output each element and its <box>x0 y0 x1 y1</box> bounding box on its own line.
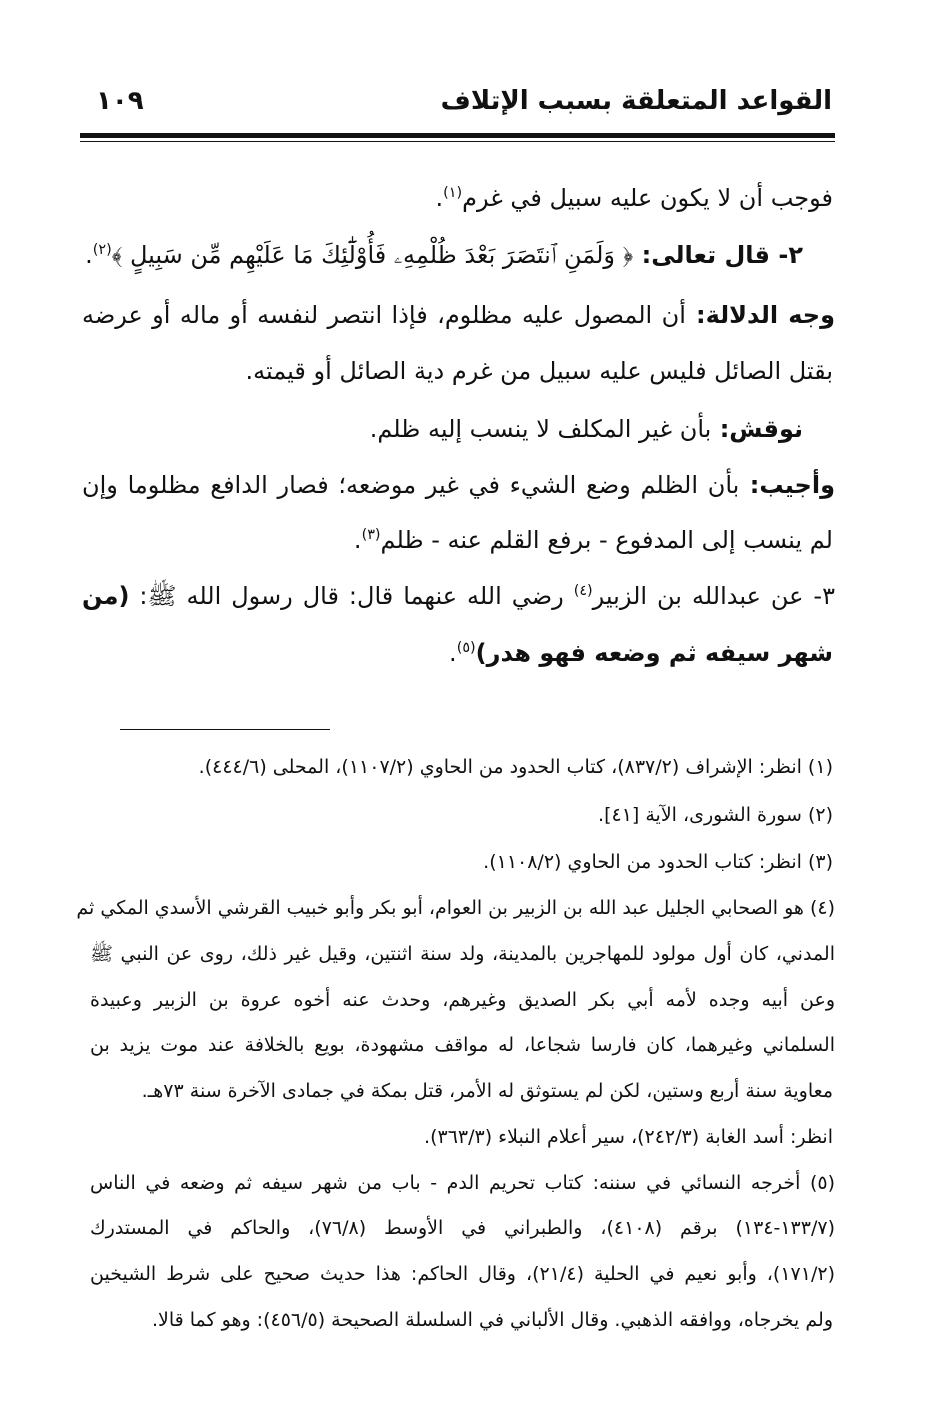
footnote-separator <box>120 729 330 730</box>
body-line-7: لم ينسب إلى المدفوع - برفع القلم عنه - ظلم$^{(٣)}$. <box>353 526 833 554</box>
hadith-text: (من <box>82 582 130 610</box>
footnote-5-line-2: (١٣٣/٧-١٣٤) برقم (٤١٠٨)، والطبراني في الأوسط (٧٦/٨)، والحاكم في المستدرك <box>90 1217 835 1239</box>
body-line-2: ٢- قال تعالى: ﴿ وَلَمَنِ ٱنتَصَرَ بَعْدَ ظُلْمِهِۦ فَأُوْلَٰٓئِكَ مَا عَلَيْهِم مِّن سَبِيلٍ ﴾$^{(٢)}$. <box>85 241 803 269</box>
body-line-4: بقتل الصائل فليس عليه سبيل من غرم دية الصائل أو قيمته. <box>245 357 833 385</box>
body-line-9: شهر سيفه ثم وضعه فهو هدر)$^{(٥)}$. <box>449 639 833 667</box>
footnote-5-line-3: (١٧١/٢)، وأبو نعيم في الحلية (٢١/٤)، وقال الحاكم: هذا حديث صحيح على شرط الشيخين <box>90 1263 835 1285</box>
header-rule-thin <box>80 141 835 142</box>
page-number: ١٠٩ <box>96 86 144 116</box>
quran-verse: ﴿ وَلَمَنِ ٱنتَصَرَ بَعْدَ ظُلْمِهِۦ فَأُوْلَٰٓئِكَ مَا عَلَيْهِم مِّن سَبِيلٍ ﴾ <box>111 241 634 269</box>
footnote-2: (٢) سورة الشورى، الآية [٤١]. <box>598 804 833 826</box>
body-line-5: نوقش: بأن غير المكلف لا ينسب إليه ظلم. <box>369 415 803 443</box>
body-line-6: وأجيب: بأن الظلم وضع الشيء في غير موضعه؛ فصار الدافع مظلوما وإن <box>82 471 835 499</box>
body-line-1: فوجب أن لا يكون عليه سبيل في غرم$^{(١)}$. <box>435 184 833 212</box>
body-line-8: ٣- عن عبدالله بن الزبير$^{(٤)}$ رضي الله عنهما قال: قال رسول الله ﷺ: (من <box>82 582 835 610</box>
footnote-4-line-1: (٤) هو الصحابي الجليل عبد الله بن الزبير بن العوام، أبو بكر وأبو خبيب القرشي الأسدي المكي ثم <box>76 897 835 919</box>
body-line-3: وجه الدلالة: أن المصول عليه مظلوم، فإذا انتصر لنفسه أو ماله أو عرضه <box>82 301 835 329</box>
footnote-5-line-1: (٥) أخرجه النسائي في سننه: كتاب تحريم الدم - باب من شهر سيفه ثم وضعه في الناس <box>90 1172 835 1194</box>
running-title: القواعد المتعلقة بسبب الإتلاف <box>440 86 832 116</box>
running-header <box>80 86 832 124</box>
footnote-4-line-4: السلماني وغيرهما، كان فارسا شجاعا، له مواقف مشهودة، بويع بالخلافة عند موت يزيد بن <box>90 1034 835 1056</box>
header-rule <box>80 133 835 138</box>
footnote-1: (١) انظر: الإشراف (٨٣٧/٢)، كتاب الحدود من الحاوي (١١٠٧/٢)، المحلى (٤٤٤/٦). <box>198 756 833 778</box>
footnote-5-line-4: ولم يخرجاه، ووافقه الذهبي. وقال الألباني في السلسلة الصحيحة (٤٥٦/٥): وهو كما قالا. <box>151 1309 833 1331</box>
footnote-4-line-3: وعن أبيه وجده لأمه أبي بكر الصديق وغيرهم، وحدث عنه أخوه عروة بن الزبير وعبيدة <box>90 989 835 1011</box>
footnote-3: (٣) انظر: كتاب الحدود من الحاوي (١١٠٨/٢). <box>483 851 833 873</box>
footnote-4-line-6: انظر: أسد الغابة (٢٤٢/٣)، سير أعلام النبلاء (٣٦٣/٣). <box>424 1126 833 1148</box>
footnote-4-line-5: معاوية سنة أربع وستين، لكن لم يستوثق له الأمر، قتل بمكة في جمادى الآخرة سنة ٧٣هـ. <box>141 1080 833 1102</box>
footnote-4-line-2: المدني، كان أول مولود للمهاجرين بالمدينة، ولد سنة اثنتين، وقيل غير ذلك، روى عن النبي ﷺ <box>90 943 835 965</box>
